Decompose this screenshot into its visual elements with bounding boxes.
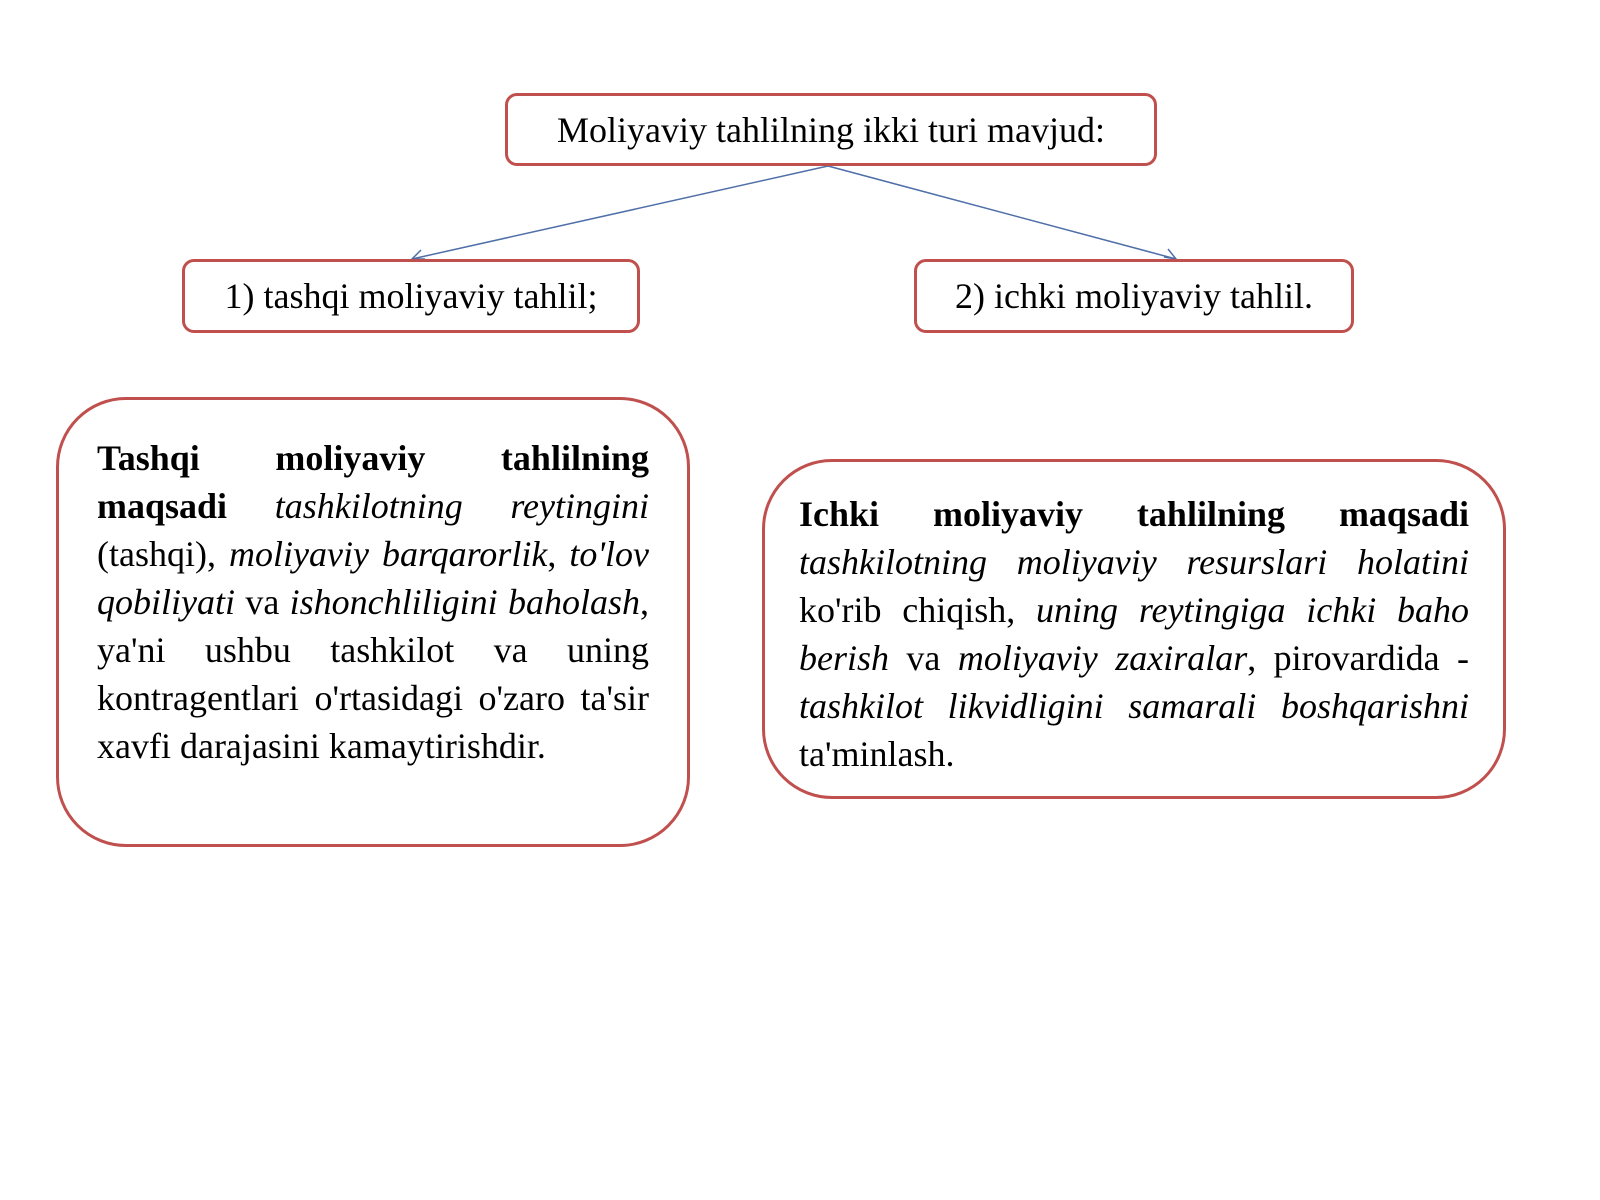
external-purpose-box xyxy=(56,397,690,847)
diagram-title: Moliyaviy tahlilning ikki turi mavjud: xyxy=(557,109,1105,150)
external-purpose-text: Tashqi moliyaviy tahlilning maqsadi tashkilotning reytingini (tashqi), moliyaviy barqarorlik, to'lov qobiliyati va ishonchliligini baholash, ya'ni ushbu tashkilot va uning kontragentlari o'rtasidagi o'zaro ta'sir xavfi darajasini kamaytirishdir. xyxy=(97,438,650,766)
internal-analysis-box xyxy=(914,259,1354,333)
arrowhead-internal xyxy=(1164,249,1176,259)
internal-purpose-text: Ichki moliyaviy tahlilning maqsadi tashkilotning moliyaviy resurslari holatini ko'rib chiqish, uning reytingiga ichki baho berish va moliyaviy zaxiralar, pirovardida - tashkilot likvidligini samarali boshqarishni ta'minlash. xyxy=(799,494,1470,774)
connector-to-internal xyxy=(828,166,1176,259)
internal-analysis-label: 2) ichki moliyaviy tahlil. xyxy=(955,276,1313,316)
external-analysis-box xyxy=(182,259,640,333)
internal-purpose-box xyxy=(762,459,1506,799)
external-analysis-label: 1) tashqi moliyaviy tahlil; xyxy=(224,276,598,316)
internal-purpose-heading: Ichki moliyaviy tahlilning maqsadi xyxy=(799,494,1469,534)
external-purpose-heading: Tashqi moliyaviy tahlilning maqsadi xyxy=(97,438,649,526)
connector-to-external xyxy=(412,166,828,259)
diagram-title-box xyxy=(505,93,1157,166)
